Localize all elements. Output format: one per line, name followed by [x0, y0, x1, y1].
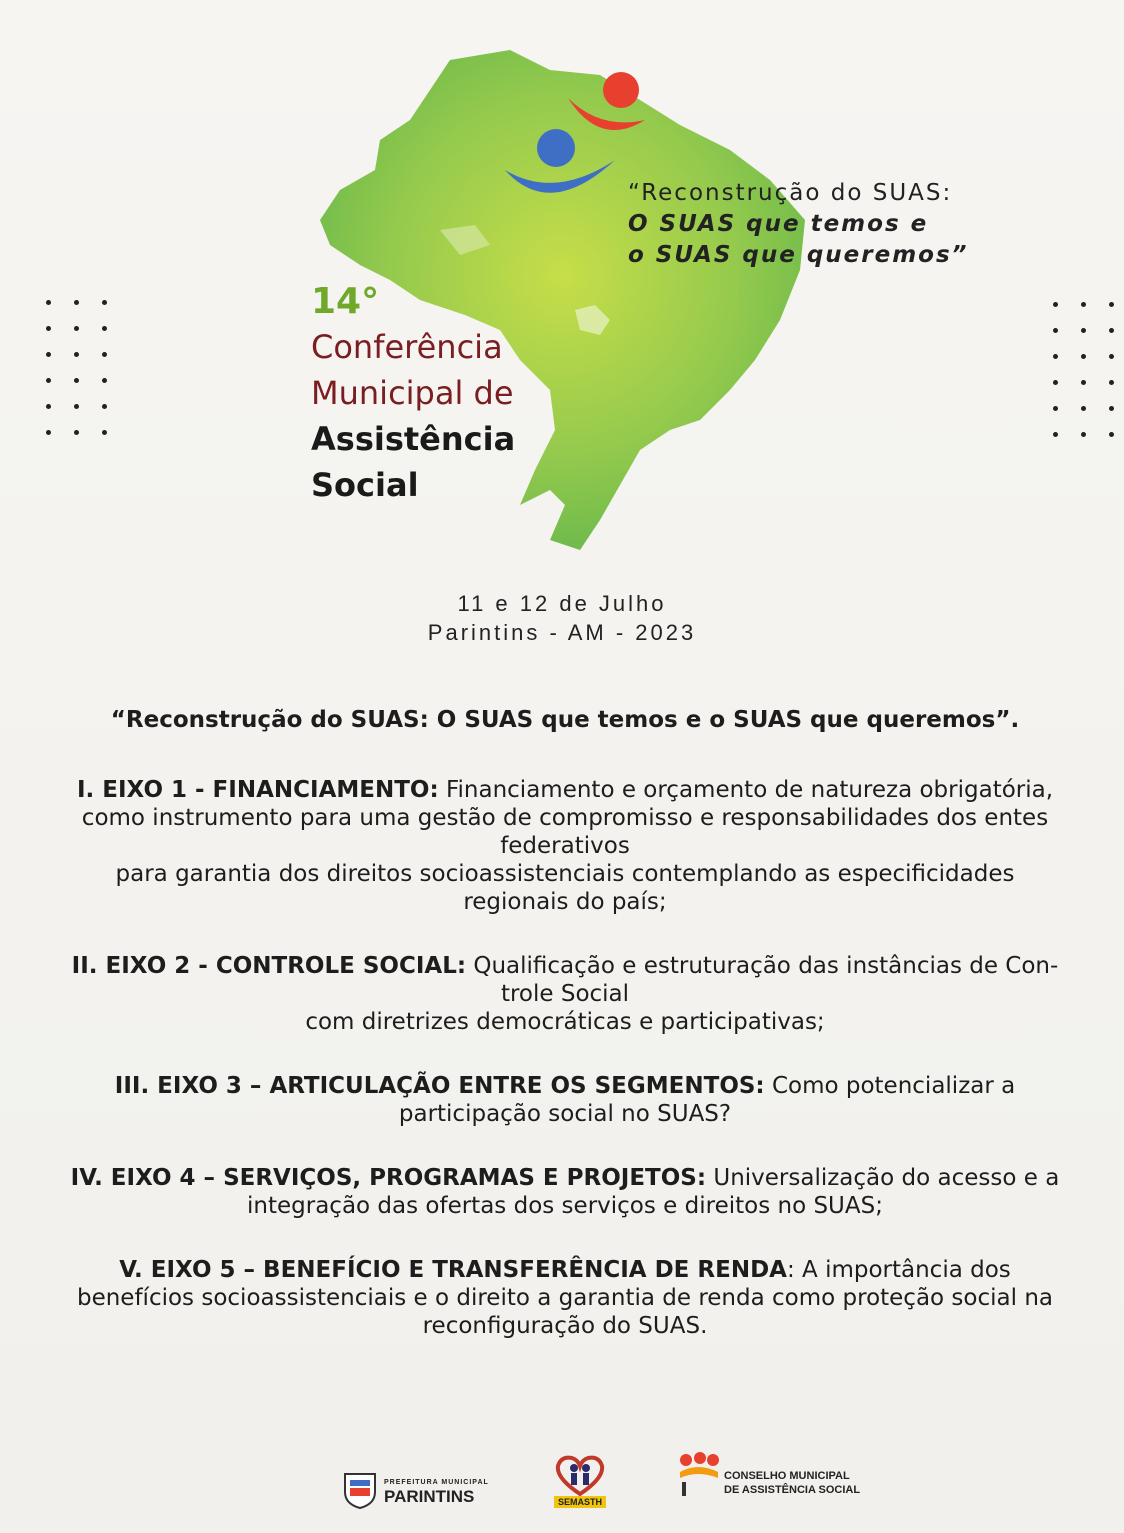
title-line-3: Assistência: [311, 420, 516, 458]
content-headline: “Reconstrução do SUAS: O SUAS que temos e o SUAS que queremos”.: [110, 707, 1020, 733]
conselho-line-1: CONSELHO MUNICIPAL: [724, 1470, 850, 1482]
semasth-logo: [552, 1454, 608, 1508]
prefeitura-logo: [342, 1470, 489, 1510]
eixo-5-text-3: reconfiguração do SUAS.: [422, 1313, 708, 1339]
prefeitura-label: PREFEITURA MUNICIPAL: [384, 1479, 489, 1486]
eixo-4-label: IV. EIXO 4 – SERVIÇOS, PROGRAMAS E PROJETOS:: [70, 1165, 707, 1191]
slogan-top: [628, 178, 968, 271]
slogan-line-1: “Reconstrução do SUAS:: [628, 180, 953, 206]
eixo-2: [70, 952, 1060, 1036]
eixo-1-text-2: como instrumento para uma gestão de compromisso e responsabilidades dos entes: [81, 805, 1049, 831]
event-location: Parintins - AM - 2023: [427, 620, 697, 645]
parintins-crest-icon: [342, 1470, 378, 1510]
eixo-1: [70, 776, 1060, 916]
eixo-4-text-2: integração das ofertas dos serviços e direitos no SUAS;: [247, 1193, 883, 1219]
blue-head-icon: [537, 129, 575, 167]
eixo-4-text-1: Universalização do acesso e a: [706, 1165, 1060, 1191]
eixo-1-text-5: regionais do país;: [463, 889, 667, 915]
conference-title: [311, 280, 515, 508]
eixo-1-label: I. EIXO 1 - FINANCIAMENTO:: [76, 777, 439, 803]
eixo-3: [70, 1072, 1060, 1128]
eixo-1-text-3: federativos: [500, 833, 630, 859]
slogan-line-3: o SUAS que queremos”: [628, 242, 969, 268]
eixo-1-text-1: Financiamento e orçamento de natureza obrigatória,: [438, 777, 1054, 803]
title-line-2: Municipal de: [311, 374, 514, 412]
prefeitura-name: PARINTINS: [384, 1487, 475, 1506]
eixo-4: [70, 1164, 1060, 1220]
conselho-line-2: DE ASSISTÊNCIA SOCIAL: [724, 1484, 861, 1496]
eixo-2-text-3: com diretrizes democráticas e participativas;: [305, 1009, 825, 1035]
conselho-people-icon: [676, 1452, 720, 1500]
title-line-1: Conferência: [311, 328, 503, 366]
eixo-5-text-2: benefícios socioassistenciais e o direito a garantia de renda como proteção social na: [76, 1285, 1053, 1311]
slogan-line-2: O SUAS que temos e: [628, 211, 929, 237]
decorative-dots-right: [1053, 302, 1117, 437]
title-line-4: Social: [311, 466, 419, 504]
heart-people-icon: [552, 1454, 608, 1496]
eixo-5-text-1: : A importância dos: [786, 1257, 1011, 1283]
eixo-5: [70, 1256, 1060, 1340]
eixo-2-label: II. EIXO 2 - CONTROLE SOCIAL:: [71, 953, 467, 979]
eixo-5-label: V. EIXO 5 – BENEFÍCIO E TRANSFERÊNCIA DE RENDA: [119, 1257, 787, 1283]
eixo-2-text-2: trole Social: [500, 981, 630, 1007]
event-date: 11 e 12 de Julho: [457, 591, 667, 616]
red-head-icon: [603, 72, 639, 108]
edition-number: 14°: [311, 281, 380, 322]
eixos-content: [70, 706, 1060, 1376]
decorative-dots-left: [46, 300, 110, 435]
semasth-label: SEMASTH: [554, 1496, 606, 1508]
eixo-1-text-4: para garantia dos direitos socioassistenciais contemplando as especificidades: [115, 861, 1015, 887]
eixo-3-label: III. EIXO 3 – ARTICULAÇÃO ENTRE OS SEGMENTOS:: [114, 1073, 765, 1099]
eixo-2-text-1: Qualificação e estruturação das instâncias de Con-: [466, 953, 1059, 979]
eixo-3-text-1: Como potencializar a: [764, 1073, 1016, 1099]
eixo-3-text-2: participação social no SUAS?: [398, 1101, 732, 1127]
event-date-location: [0, 589, 1124, 647]
footer-logos: [0, 1448, 1124, 1518]
conselho-logo: [676, 1452, 860, 1500]
